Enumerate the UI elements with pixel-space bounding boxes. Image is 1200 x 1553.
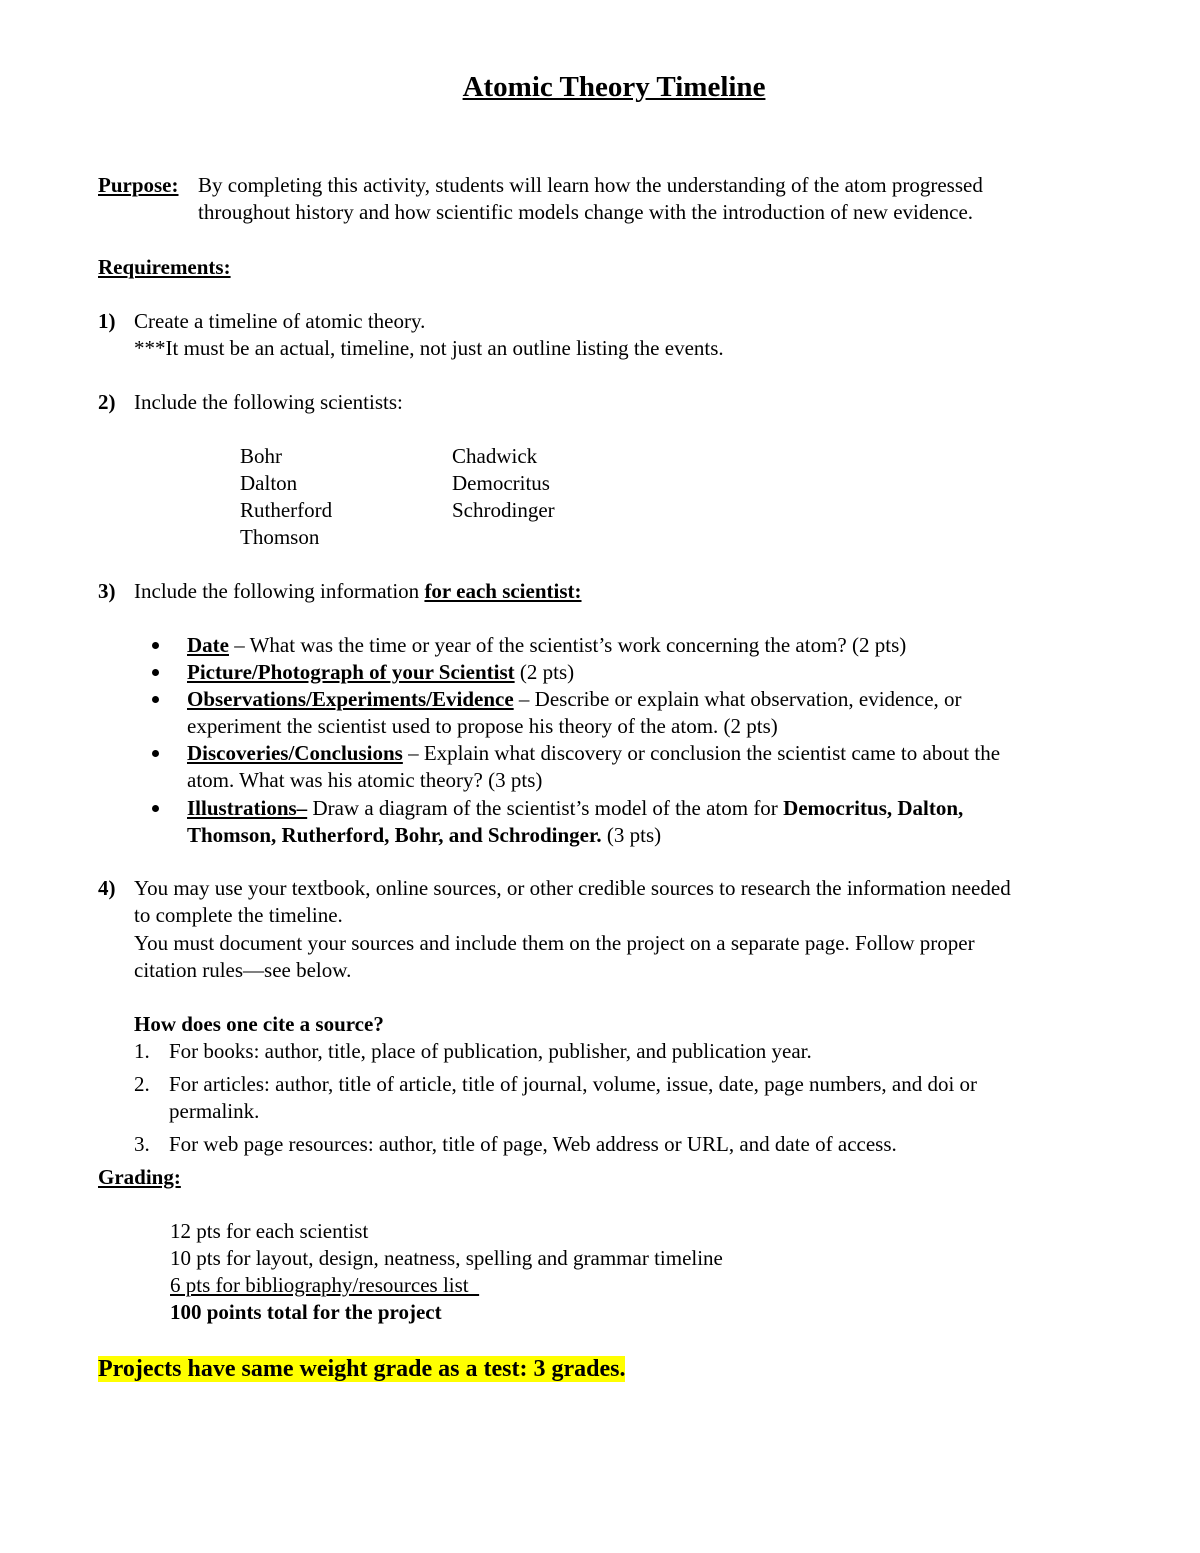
req4-line2: to complete the timeline.	[134, 903, 343, 927]
req4-line3: You must document your sources and include them on the project on a separate page. Follow proper	[134, 931, 975, 955]
bullet-icon	[152, 642, 159, 649]
scientist-name: Democritus	[452, 471, 550, 495]
cite-item-number: 2.	[134, 1072, 150, 1096]
purpose-label: Purpose:	[98, 173, 179, 197]
req3-number: 3)	[98, 579, 116, 603]
req1-line2: ***It must be an actual, timeline, not just an outline listing the events.	[134, 336, 724, 360]
grading-heading: Grading:	[98, 1165, 181, 1189]
req1-number: 1)	[98, 309, 116, 333]
info-item-observations: Observations/Experiments/Evidence – Describe or explain what observation, evidence, or	[187, 687, 962, 711]
req3-text: Include the following information for each scientist:	[134, 579, 582, 603]
grading-line: 10 pts for layout, design, neatness, spelling and grammar timeline	[170, 1246, 723, 1270]
info-item-illustrations-line2: Thomson, Rutherford, Bohr, and Schrodinger. (3 pts)	[187, 823, 662, 847]
grading-line: 12 pts for each scientist	[170, 1219, 369, 1243]
highlighted-note: Projects have same weight grade as a test: 3 grades.	[98, 1356, 626, 1382]
bullet-icon	[152, 805, 159, 812]
cite-item-number: 1.	[134, 1039, 150, 1063]
req4-number: 4)	[98, 876, 116, 900]
req3-emphasis: for each scientist:	[424, 579, 582, 603]
purpose-text-line1: By completing this activity, students will learn how the understanding of the atom progressed	[198, 173, 983, 197]
req2-text: Include the following scientists:	[134, 390, 403, 414]
grading-total: 100 points total for the project	[170, 1300, 442, 1324]
scientist-name: Rutherford	[240, 498, 333, 522]
req2-number: 2)	[98, 390, 116, 414]
scientist-name: Schrodinger	[452, 498, 555, 522]
scientist-name: Chadwick	[452, 444, 538, 468]
bullet-icon	[152, 750, 159, 757]
req4-line1: You may use your textbook, online sources, or other credible sources to research the information needed	[134, 876, 1011, 900]
info-item-illustrations: Illustrations– Draw a diagram of the scientist’s model of the atom for Democritus, Dalton,	[187, 796, 964, 820]
req1-line1: Create a timeline of atomic theory.	[134, 309, 426, 333]
requirements-heading: Requirements:	[98, 255, 231, 279]
grading-line: 6 pts for bibliography/resources list	[170, 1273, 480, 1297]
bullet-icon	[152, 669, 159, 676]
info-item-picture: Picture/Photograph of your Scientist (2 pts)	[187, 660, 575, 684]
bullet-icon	[152, 696, 159, 703]
info-item-observations-line2: experiment the scientist used to propose his theory of the atom. (2 pts)	[187, 714, 778, 738]
cite-heading: How does one cite a source?	[134, 1012, 384, 1036]
scientist-name: Dalton	[240, 471, 298, 495]
cite-item: For books: author, title, place of publication, publisher, and publication year.	[169, 1039, 812, 1063]
purpose-text-line2: throughout history and how scientific models change with the introduction of new evidence.	[198, 200, 974, 224]
page-title: Atomic Theory Timeline	[462, 71, 766, 103]
cite-item: For articles: author, title of article, title of journal, volume, issue, date, page numbers, and doi or	[169, 1072, 978, 1096]
info-item-date: Date – What was the time or year of the scientist’s work concerning the atom? (2 pts)	[187, 633, 907, 657]
cite-item-number: 3.	[134, 1132, 150, 1156]
info-item-discoveries: Discoveries/Conclusions – Explain what discovery or conclusion the scientist came to about the	[187, 741, 1001, 765]
cite-item-line2: permalink.	[169, 1099, 260, 1123]
info-item-discoveries-line2: atom. What was his atomic theory? (3 pts)	[187, 768, 543, 792]
cite-item: For web page resources: author, title of page, Web address or URL, and date of access.	[169, 1132, 897, 1156]
req4-line4: citation rules—see below.	[134, 958, 352, 982]
scientist-name: Thomson	[240, 525, 320, 549]
weight-note	[98, 1354, 625, 1384]
scientist-name: Bohr	[240, 444, 282, 468]
